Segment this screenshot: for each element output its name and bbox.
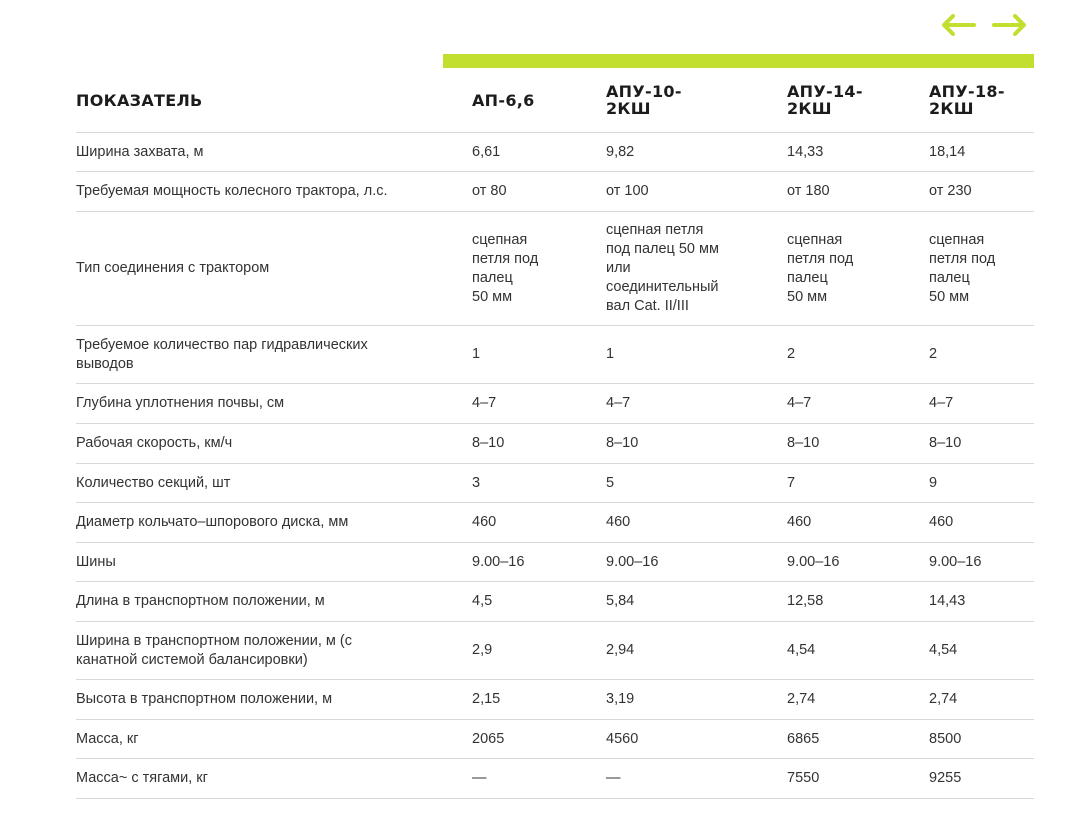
row-label: Требуемое количество пар гидравлических выводов [76, 336, 368, 372]
row-value-model-4: 9255 [929, 770, 962, 786]
row-value-model-3: 2,74 [787, 691, 816, 707]
row-value-model-2: 460 [606, 514, 631, 530]
row-label: Количество секций, шт [76, 474, 231, 491]
row-label: Глубина уплотнения почвы, см [76, 395, 285, 411]
row-value-model-1: 2065 [472, 730, 505, 747]
row-value-model-2: от 100 [606, 183, 649, 199]
row-value-model-1: 1 [472, 346, 481, 362]
accent-bar [443, 54, 1034, 68]
header-parameter: ПОКАЗАТЕЛЬ [76, 90, 203, 110]
row-value-model-2: — [606, 770, 621, 786]
row-value-model-4: 4–7 [929, 395, 954, 411]
row-value-model-2: 4560 [606, 730, 639, 747]
row-value-model-3: 460 [787, 514, 812, 530]
row-value-model-2: 8–10 [606, 435, 639, 451]
arrow-right-icon [990, 10, 1030, 40]
table-row [76, 720, 1034, 759]
table-row [76, 172, 1034, 212]
table-row [76, 622, 1034, 680]
header-model-2: АПУ-10- 2КШ [606, 82, 682, 118]
row-value-model-2: 9.00–16 [606, 553, 659, 570]
row-value-model-4: от 230 [929, 183, 972, 199]
spec-table [76, 68, 1034, 799]
row-value-model-2: 5,84 [606, 593, 635, 609]
row-label: Шины [76, 553, 116, 570]
row-value-model-3: сцепная петля под палец 50 мм [787, 231, 854, 305]
table-row [76, 680, 1034, 720]
row-value-model-3: от 180 [787, 183, 830, 199]
row-value-model-4: 9.00–16 [929, 553, 982, 570]
row-label: Длина в транспортном положении, м [76, 593, 325, 609]
row-value-model-2: сцепная петля под палец 50 мм или соединительный вал Cat. II/III [606, 222, 719, 314]
next-button[interactable] [990, 10, 1030, 40]
carousel-nav [938, 10, 1032, 40]
row-value-model-1: 3 [472, 474, 481, 491]
row-value-model-1: 8–10 [472, 435, 505, 451]
table-row [76, 424, 1034, 464]
row-value-model-1: 460 [472, 514, 497, 530]
row-value-model-1: сцепная петля под палец 50 мм [472, 231, 539, 305]
row-label: Рабочая скорость, км/ч [76, 435, 233, 451]
row-value-model-2: 1 [606, 346, 615, 362]
table-row [76, 326, 1034, 384]
row-value-model-4: 8–10 [929, 435, 962, 451]
row-value-model-3: 7550 [787, 770, 820, 786]
row-value-model-4: 14,43 [929, 593, 966, 609]
header-model-3: АПУ-14- 2КШ [787, 82, 863, 118]
row-value-model-1: 2,9 [472, 642, 493, 658]
row-value-model-1: 4–7 [472, 395, 497, 411]
row-value-model-4: 9 [929, 474, 938, 491]
row-value-model-4: 2,74 [929, 691, 958, 707]
row-label: Высота в транспортном положении, м [76, 691, 333, 707]
table-row [76, 582, 1034, 622]
row-value-model-2: 9,82 [606, 143, 635, 160]
table-row [76, 384, 1034, 424]
table-row [76, 543, 1034, 582]
row-value-model-1: 2,15 [472, 691, 501, 707]
row-value-model-4: 18,14 [929, 143, 966, 160]
row-value-model-1: 4,5 [472, 593, 493, 609]
row-value-model-3: 7 [787, 474, 796, 491]
header-model-4: АПУ-18- 2КШ [929, 82, 1005, 118]
row-value-model-1: 9.00–16 [472, 553, 525, 570]
row-value-model-3: 12,58 [787, 593, 824, 609]
row-value-model-4: 2 [929, 346, 938, 362]
row-value-model-4: сцепная петля под палец 50 мм [929, 231, 996, 305]
row-label: Ширина захвата, м [76, 143, 204, 160]
row-value-model-3: 9.00–16 [787, 553, 840, 570]
row-value-model-3: 4,54 [787, 642, 816, 658]
header-model-1: АП-6,6 [472, 90, 535, 110]
row-value-model-2: 2,94 [606, 642, 635, 658]
row-value-model-4: 8500 [929, 730, 962, 747]
row-value-model-3: 8–10 [787, 435, 820, 451]
row-value-model-2: 3,19 [606, 691, 635, 707]
row-value-model-3: 6865 [787, 730, 820, 747]
row-value-model-3: 2 [787, 346, 796, 362]
prev-button[interactable] [938, 10, 978, 40]
table-row [76, 759, 1034, 799]
row-value-model-1: от 80 [472, 183, 507, 199]
table-header-row [76, 68, 1034, 133]
row-value-model-2: 5 [606, 474, 615, 491]
table-row [76, 133, 1034, 172]
row-label: Масса~ с тягами, кг [76, 770, 208, 786]
table-row [76, 503, 1034, 543]
row-value-model-2: 4–7 [606, 395, 631, 411]
row-value-model-3: 4–7 [787, 395, 812, 411]
row-value-model-1: 6,61 [472, 143, 501, 160]
row-value-model-3: 14,33 [787, 143, 824, 160]
row-value-model-4: 4,54 [929, 642, 958, 658]
row-value-model-4: 460 [929, 514, 954, 530]
row-label: Требуемая мощность колесного трактора, л.с. [76, 183, 388, 199]
row-label: Масса, кг [76, 730, 139, 747]
arrow-left-icon [938, 10, 978, 40]
row-label: Тип соединения с трактором [76, 260, 270, 276]
row-value-model-1: — [472, 770, 487, 786]
table-row [76, 212, 1034, 326]
row-label: Ширина в транспортном положении, м (с канатной системой балансировки) [76, 632, 353, 668]
table-row [76, 464, 1034, 503]
row-label: Диаметр кольчато–шпорового диска, мм [76, 514, 349, 530]
